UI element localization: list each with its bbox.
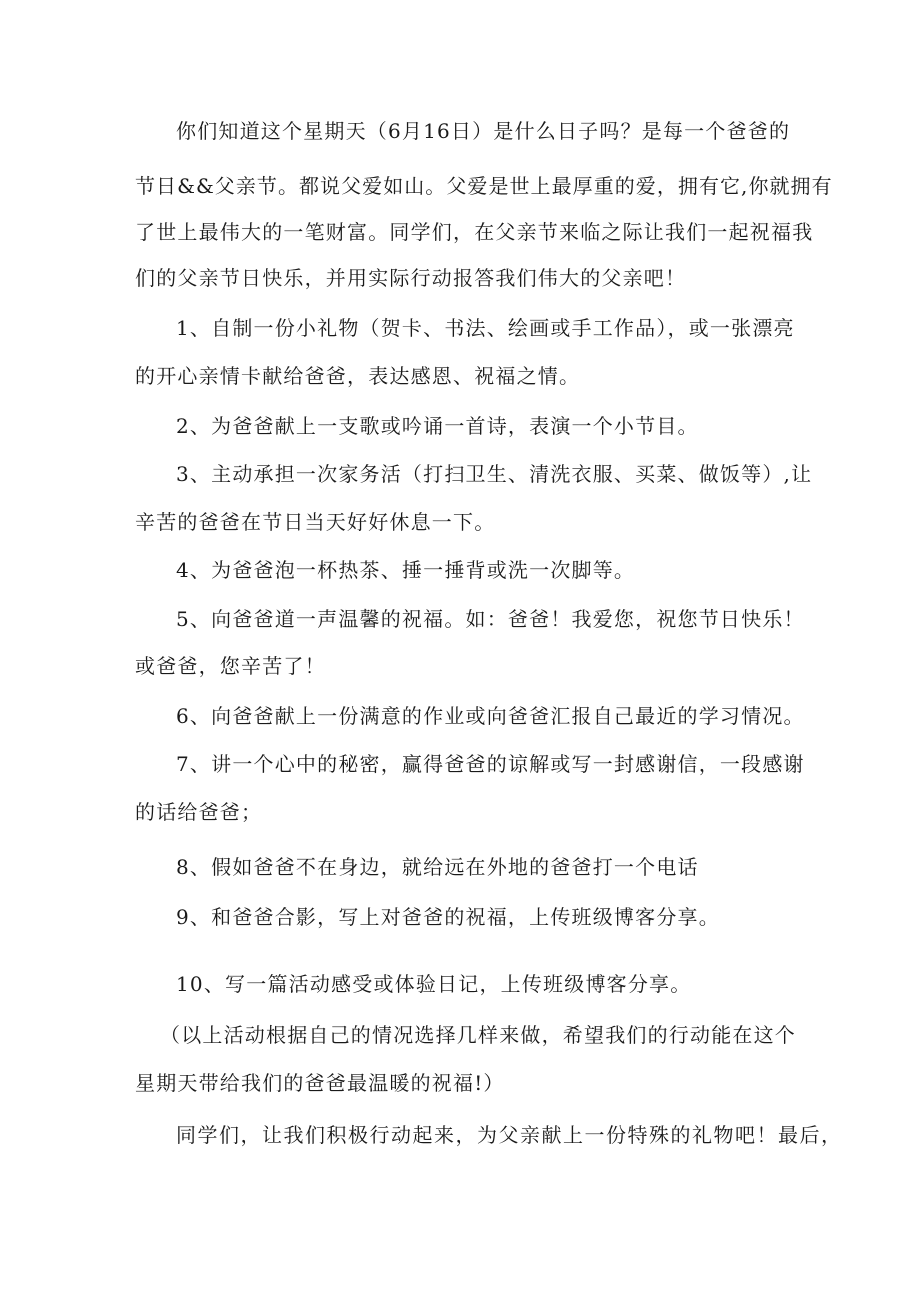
intro-line-2: 节日&&父亲节。都说父爱如山。父爱是世上最厚重的爱，拥有它,你就拥有 bbox=[135, 174, 833, 198]
item-10-line-1: 10、写一篇活动感受或体验日记，上传班级博客分享。 bbox=[176, 972, 692, 996]
note-line-2: 星期天带给我们的爸爸最温暖的祝福!） bbox=[135, 1071, 505, 1095]
item-7-line-2: 的话给爸爸； bbox=[135, 800, 263, 824]
item-6-line-1: 6、向爸爸献上一份满意的作业或向爸爸汇报自己最近的学习情况。 bbox=[176, 704, 805, 728]
item-5-line-1: 5、向爸爸道一声温馨的祝福。如：爸爸！我爱您，祝您节日快乐！ bbox=[176, 607, 805, 631]
item-3-line-1: 3、主动承担一次家务活（打扫卫生、清洗衣服、买菜、做饭等）,让 bbox=[176, 462, 813, 486]
item-3-line-2: 辛苦的爸爸在节日当天好好休息一下。 bbox=[135, 510, 496, 534]
intro-line-1: 你们知道这个星期天（6月16日）是什么日子吗？是每一个爸爸的 bbox=[176, 119, 791, 143]
note-line-1: （以上活动根据自己的情况选择几样来做，希望我们的行动能在这个 bbox=[160, 1023, 796, 1047]
closing-line-1: 同学们，让我们积极行动起来，为父亲献上一份特殊的礼物吧！最后， bbox=[176, 1123, 843, 1147]
item-1-line-1: 1、自制一份小礼物（贺卡、书法、绘画或手工作品），或一张漂亮 bbox=[176, 316, 795, 340]
intro-line-3: 了世上最伟大的一笔财富。同学们，在父亲节来临之际让我们一起祝福我 bbox=[135, 220, 814, 244]
item-2-line-1: 2、为爸爸献上一支歌或吟诵一首诗，表演一个小节目。 bbox=[176, 414, 699, 438]
item-5-line-2: 或爸爸，您辛苦了！ bbox=[135, 654, 326, 678]
item-9-line-1: 9、和爸爸合影，写上对爸爸的祝福，上传班级博客分享。 bbox=[176, 905, 720, 929]
intro-line-4: 们的父亲节日快乐，并用实际行动报答我们伟大的父亲吧！ bbox=[135, 266, 687, 290]
item-8-line-1: 8、假如爸爸不在身边，就给远在外地的爸爸打一个电话 bbox=[176, 855, 699, 879]
item-1-line-2: 的开心亲情卡献给爸爸，表达感恩、祝福之情。 bbox=[135, 364, 581, 388]
item-7-line-1: 7、讲一个心中的秘密，赢得爸爸的谅解或写一封感谢信，一段感谢 bbox=[176, 752, 805, 776]
item-4-line-1: 4、为爸爸泡一杯热茶、捶一捶背或洗一次脚等。 bbox=[176, 558, 636, 582]
